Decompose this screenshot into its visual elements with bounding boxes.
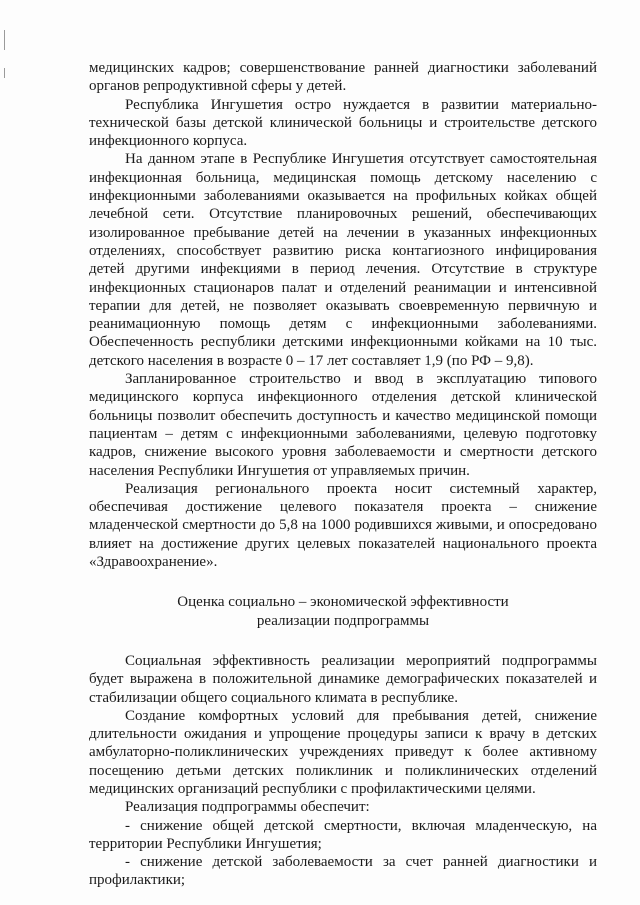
paragraph: На данном этапе в Республике Ингушетия отсутствует самостоятельная инфекционная больница, медицинская помощь детскому населению с инфекционными заболеваниями оказывается на профильных койках общей лечебной сети. Отсутствие планировочных решений, обеспечивающих изолированное пребывание детей на лечении в указанных инфекционных отделениях, способствует развитию риска контагиозного инфицирования детей другими инфекциями в период лечения. Отсутствие в структуре инфекционных стационаров палат и отделений реанимации и интенсивной терапии для детей, не позволяет оказывать своевременную первичную и реанимационную помощь детям с инфекционными заболеваниями. Обеспеченность республики детскими инфекционными койками на 10 тыс. детского населения в возрасте 0 – 17 лет составляет 1,9 (по РФ – 9,8). — [89, 151, 597, 369]
paragraph: Запланированное строительство и ввод в эксплуатацию типового медицинского корпуса инфекционного отделения детской клинической больницы позволит обеспечить доступность и качество медицинской помощи пациентам – детям с инфекционными заболеваниями, целевую подготовку кадров, снижение высокого уровня заболеваемости и смертности детского населения Республики Ингушетия от управляемых причин. — [89, 371, 597, 479]
paragraph: Реализация подпрограммы обеспечит: — [125, 799, 370, 816]
list-item: - снижение детской заболеваемости за счет ранней диагностики и профилактики; — [89, 854, 597, 889]
document-body — [89, 59, 597, 890]
list-item: - снижение общей детской смертности, включая младенческую, на территории Республики Ингушетия; — [89, 817, 597, 852]
paragraph: медицинских кадров; совершенствование ранней диагностики заболеваний органов репродуктивной сферы у детей. — [89, 60, 597, 95]
section-heading — [89, 593, 597, 630]
paragraph: Создание комфортных условий для пребывания детей, снижение длительности ожидания и упрощение процедуры записи к врачу в детских амбулаторно-поликлинических учреждениях приведут к более активному посещению детьми детских поликлиник и поликлинических отделений медицинских организаций республики с профилактическими целями. — [89, 707, 597, 797]
paragraph: Реализация регионального проекта носит системный характер, обеспечивая достижение целевого показателя проекта – снижение младенческой смертности до 5,8 на 1000 родившихся живыми, и опосредовано влияет на достижение других целевых показателей национального проекта «Здравоохранение». — [89, 480, 597, 571]
paragraph: Социальная эффективность реализации мероприятий подпрограммы будет выражена в положительной динамике демографических показателей и стабилизации общего социального климата в республике. — [89, 652, 597, 706]
scan-edge-mark — [4, 68, 5, 78]
paragraph: Республика Ингушетия остро нуждается в развитии материально-технической базы детской клинической больницы и строительстве детского инфекционного корпуса. — [89, 96, 597, 150]
scan-edge-mark — [4, 30, 5, 50]
section-heading-line: реализации подпрограммы — [256, 612, 430, 629]
section-heading-line: Оценка социально – экономической эффективности — [177, 594, 509, 611]
